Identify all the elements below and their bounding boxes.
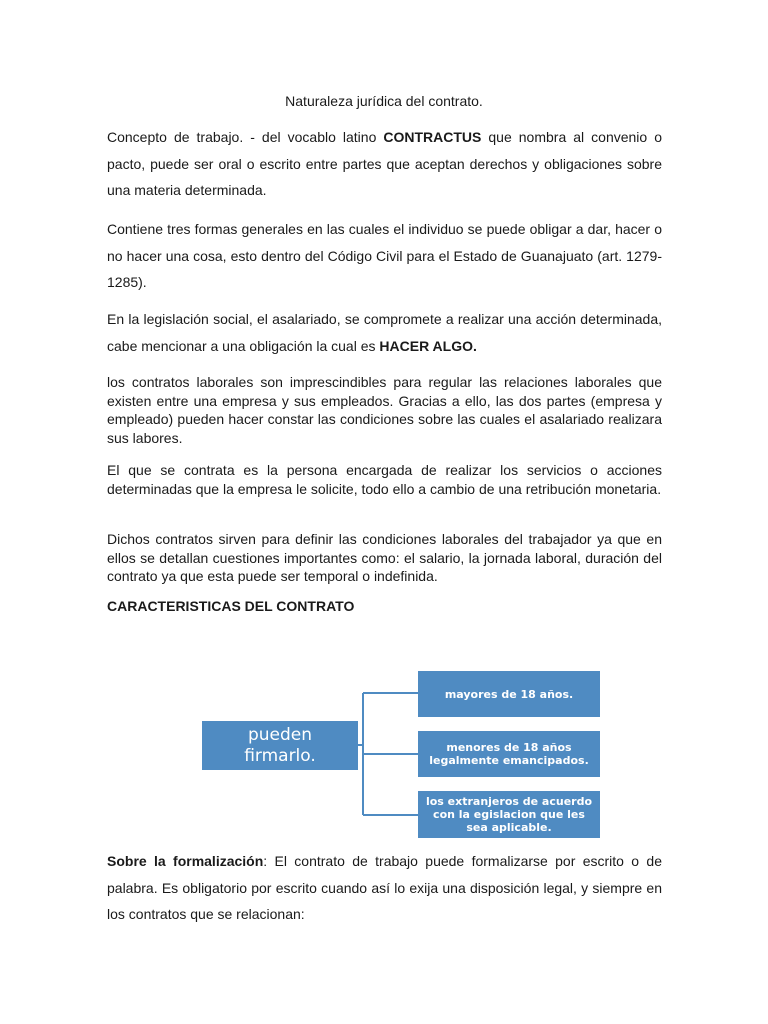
paragraph-labor-contracts: los contratos laborales son imprescindibles para regular las relaciones laborales que existen entre una empresa y sus empleados. Gracias a ello, las dos partes (empresa y empleado) pueden hacer constar las condiciones sobre las cuales el asalariado realizara sus labores.: [107, 374, 662, 446]
diagram-root-box: pueden firmarlo.: [202, 721, 358, 770]
contractus-term: CONTRACTUS: [383, 129, 482, 145]
paragraph-formalization: [107, 848, 662, 928]
hacer-algo-term: HACER ALGO.: [379, 337, 477, 354]
section-heading-characteristics: CARACTERISTICAS DEL CONTRATO: [107, 598, 355, 614]
paragraph-social-text: En la legislación social, el asalariado, se compromete a realizar una acción determinada, cabe mencionar a una obligación la cual es: [107, 311, 662, 354]
paragraph-forms: Contiene tres formas generales en las cuales el individuo se puede obligar a dar, hacer o no hacer una cosa, esto dentro del Código Civil para el Estado de Guanajuato (art. 1279-1285).: [107, 221, 662, 290]
formalization-text: : El contrato de trabajo puede formalizarse por escrito o de palabra. Es obligatorio por escrito cuando así lo exija una disposición legal, y siempre en los contratos que se relacionan:: [107, 853, 662, 922]
paragraph-concept-text-b: que nombra al convenio o pacto, puede ser oral o escrito entre partes que aceptan derechos y obligaciones sobre una materia determinada.: [107, 129, 662, 198]
paragraph-contract-purpose: Dichos contratos sirven para definir las condiciones laborales del trabajador ya que en ellos se detallan cuestiones importantes como: el salario, la jornada laboral, duración del contrato ya que esta puede ser temporal o indefinida.: [107, 531, 662, 584]
document-title: Naturaleza jurídica del contrato.: [285, 93, 483, 109]
paragraph-concept: [107, 124, 662, 204]
diagram-child-foreigners: los extranjeros de acuerdo con la egislacion que les sea aplicable.: [418, 791, 600, 838]
formalization-label: Sobre la formalización: [107, 853, 264, 869]
diagram-child-emancipated-minors: menores de 18 años legalmente emancipados.: [418, 731, 600, 777]
paragraph-social-legislation: [107, 306, 662, 359]
diagram-child-adults: mayores de 18 años.: [418, 671, 600, 717]
paragraph-contracted-person: El que se contrata es la persona encargada de realizar los servicios o acciones determinadas que la empresa le solicite, todo ello a cambio de una retribución monetaria.: [107, 462, 662, 497]
paragraph-concept-text-a: Concepto de trabajo. - del vocablo latino: [107, 129, 384, 145]
